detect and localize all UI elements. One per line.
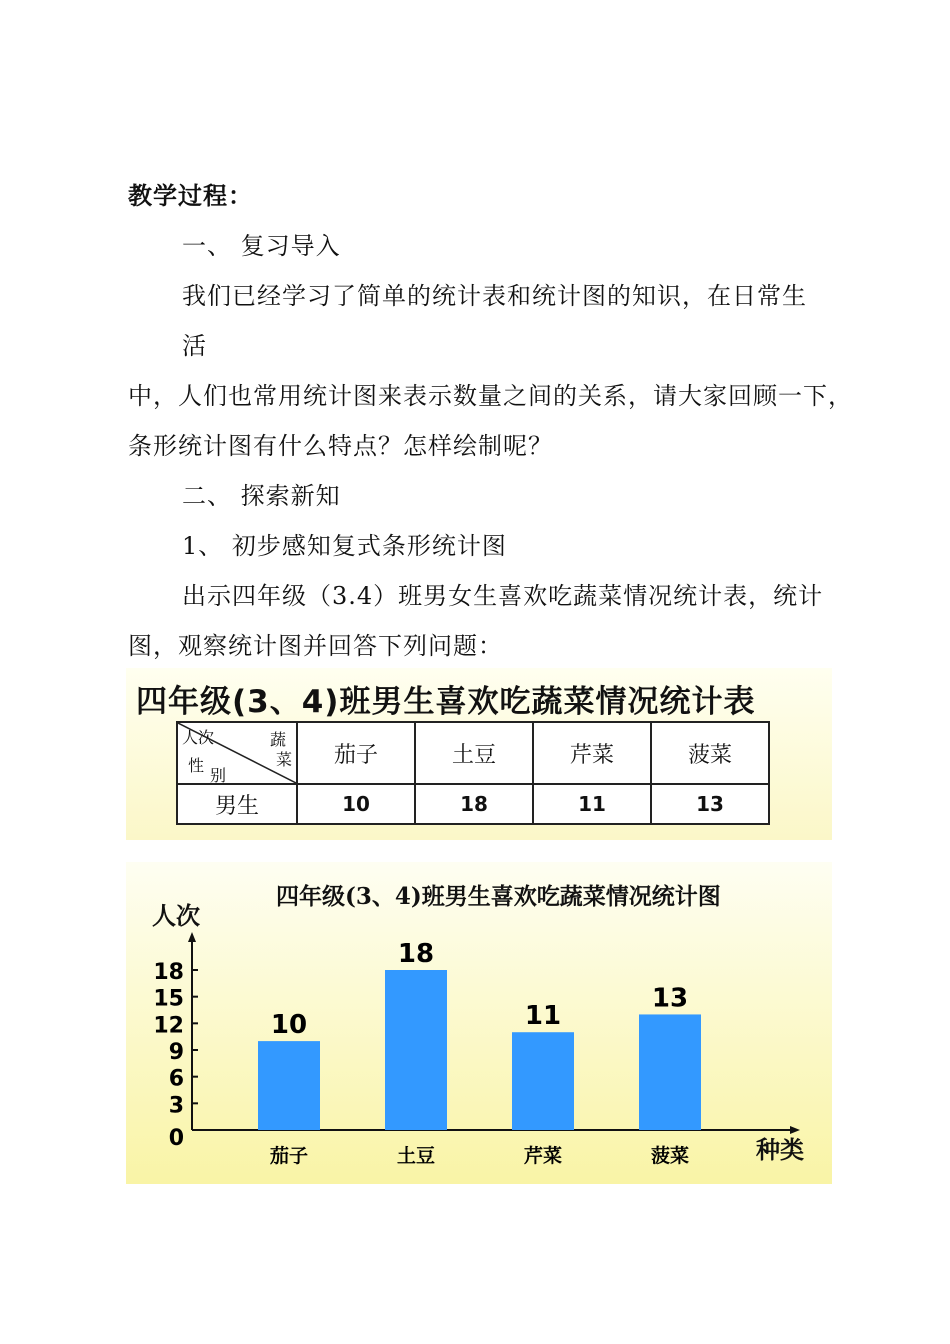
table-header-row: [177, 722, 769, 784]
y-axis-label: 人次: [152, 902, 200, 930]
y-tick-label: 6: [168, 1066, 184, 1092]
y-tick-label: 3: [168, 1093, 184, 1119]
corner-label-gender-1: 性: [188, 756, 205, 775]
x-tick-label: 土豆: [396, 1145, 436, 1167]
table-title: 四年级(3、4)班男生喜欢吃蔬菜情况统计表: [136, 684, 756, 720]
chart-title: 四年级(3、4)班男生喜欢吃蔬菜情况统计图: [276, 883, 721, 910]
column-header: 茄子: [297, 722, 415, 784]
y-tick-label: 18: [153, 960, 184, 985]
bar: [385, 970, 447, 1130]
paragraph-1-line-1: 我们已经学习了简单的统计表和统计图的知识，在日常生: [182, 282, 807, 310]
table-corner-cell: [177, 722, 297, 784]
y-tick-label: 15: [153, 986, 184, 1012]
corner-label-gender-2: 别: [210, 766, 227, 785]
section-2-title: 二、 探索新知: [182, 482, 341, 510]
paragraph-1-line-4: 条形统计图有什么特点？怎样绘制呢？: [128, 432, 553, 460]
bar-value-label: 13: [651, 983, 689, 1014]
bar: [258, 1041, 320, 1130]
x-axis-arrow: [790, 1126, 800, 1134]
table-cell: 18: [415, 784, 533, 824]
paragraph-2-line-1: 出示四年级（3.4）班男女生喜欢吃蔬菜情况统计表，统计: [182, 582, 824, 610]
corner-label-veg-2: 菜: [276, 750, 293, 769]
paragraph-1-line-3: 中，人们也常用统计图来表示数量之间的关系，请大家回顾一下，: [128, 382, 853, 410]
x-tick-label: 茄子: [269, 1145, 309, 1167]
x-tick-label: 菠菜: [650, 1145, 690, 1167]
x-tick-label: 芹菜: [523, 1145, 563, 1167]
bar-value-label: 10: [270, 1010, 308, 1041]
heading: 教学过程：: [128, 182, 253, 210]
y-tick-label: 0: [168, 1126, 184, 1151]
bar-chart-figure: [126, 862, 832, 1184]
y-tick-label: 9: [168, 1040, 184, 1065]
table-cell: 11: [533, 784, 651, 824]
paragraph-2-line-2: 图，观察统计图并回答下列问题：: [128, 632, 503, 660]
column-header: 芹菜: [533, 722, 651, 784]
table-cell: 10: [297, 784, 415, 824]
paragraph-1-line-2: 活: [182, 332, 207, 360]
table-cell: 13: [651, 784, 769, 824]
y-axis-arrow: [188, 932, 196, 942]
subsection-1-title: 1、 初步感知复式条形统计图: [182, 532, 507, 560]
row-label: 男生: [177, 784, 297, 824]
column-header: 土豆: [415, 722, 533, 784]
bar-chart: [126, 862, 832, 1184]
y-tick-label: 12: [153, 1013, 184, 1039]
section-1-title: 一、 复习导入: [182, 232, 341, 260]
table-row: [177, 784, 769, 824]
bar-value-label: 11: [524, 1001, 562, 1032]
corner-label-veg-1: 蔬: [270, 730, 287, 749]
statistics-table-figure: [126, 668, 832, 840]
bar: [512, 1032, 574, 1130]
bar: [639, 1014, 701, 1130]
statistics-table: [176, 721, 770, 825]
column-header: 菠菜: [651, 722, 769, 784]
bar-value-label: 18: [397, 939, 435, 969]
corner-label-persons: 人次: [182, 728, 215, 747]
x-axis-label: 种类: [756, 1136, 804, 1164]
